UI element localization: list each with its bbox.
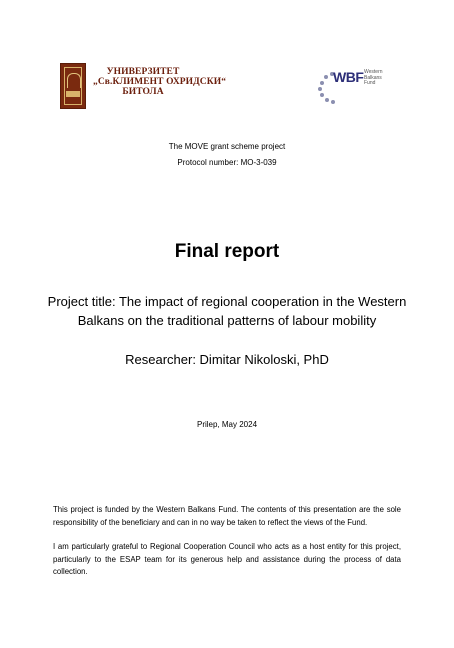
researcher-name: Researcher: Dimitar Nikoloski, PhD (125, 352, 329, 367)
funding-disclaimer: This project is funded by the Western Balkans Fund. The contents of this presentation are the sole responsibility of the beneficiary and can in no way be taken to reflect the views of the Fund. (53, 505, 401, 527)
project-title-line: Project title: The impact of regional cooperation in the Western (47, 294, 407, 309)
grant-scheme-line: The MOVE grant scheme project (168, 142, 286, 151)
report-title: Final report (174, 241, 280, 262)
wbf-name-line: Balkans (364, 74, 382, 81)
protocol-number: Protocol number: MO-3-039 (177, 158, 277, 167)
wbf-name-line: Western (364, 69, 383, 75)
wbf-mark: WBF (333, 69, 364, 85)
project-title (0, 292, 454, 330)
project-title-line: Balkans on the traditional patterns of labour mobility (77, 313, 377, 328)
wbf-name (364, 70, 383, 87)
university-name (93, 67, 227, 97)
university-name-line: „Св.КЛИМЕНТ ОХРИДСКИ“ (93, 77, 227, 87)
university-name-line: УНИВЕРЗИТЕТ (106, 67, 180, 77)
university-logo (60, 63, 227, 111)
university-name-line: БИТОЛА (122, 87, 164, 97)
acknowledgement: I am particularly grateful to Regional Cooperation Council who acts as a host entity for this project, particularly to the ESAP team for its generous help and assistance during the process of data collection. (53, 542, 401, 577)
university-emblem-icon (60, 63, 86, 109)
place-date: Prilep, May 2024 (196, 420, 258, 429)
wbf-logo (318, 67, 396, 107)
wbf-name-line: Fund (364, 80, 376, 86)
